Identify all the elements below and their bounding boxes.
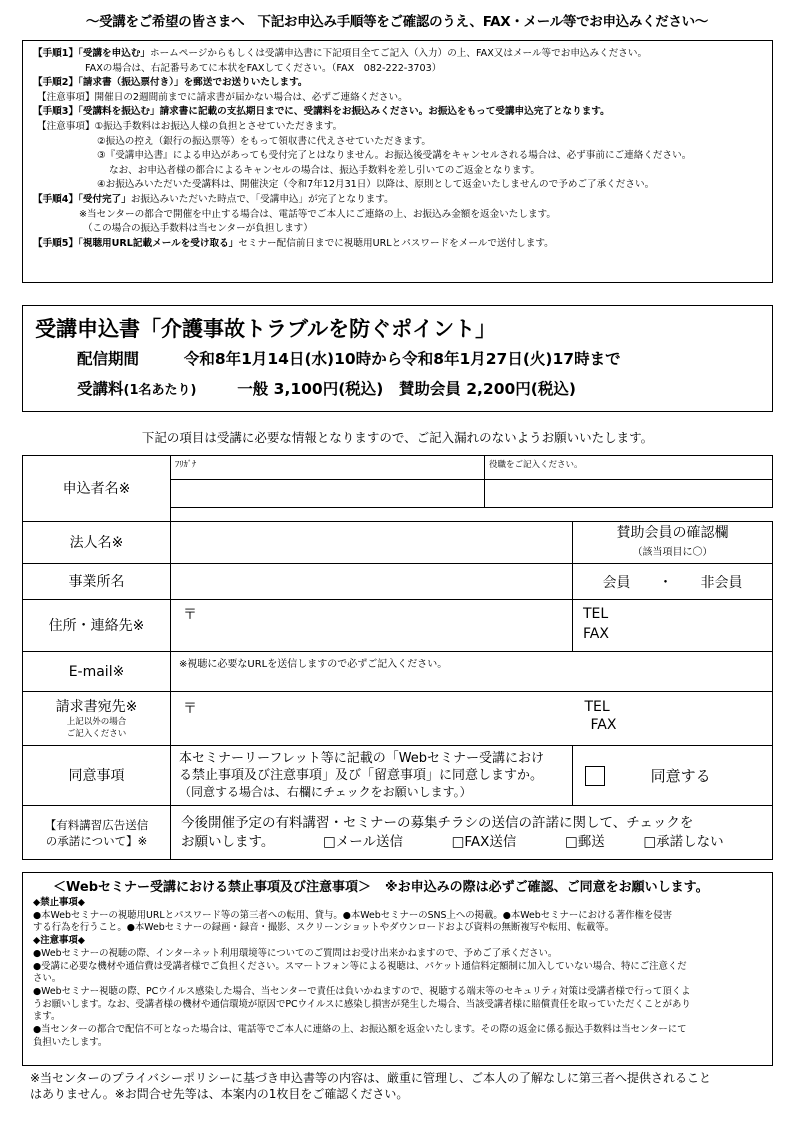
agree-label: 同意事項 — [23, 746, 171, 806]
ad-label-cell — [23, 806, 171, 860]
ad-consent-cell — [171, 806, 773, 860]
address-label: 住所・連絡先※ — [23, 600, 171, 652]
procedure-line — [33, 149, 762, 164]
fee-label: 受講料 — [77, 380, 124, 398]
procedure-text: お振込みいただいた時点で、「受講申込」が完了となります。 — [130, 193, 394, 205]
caution-item: ●当センターの都合で配信不可となった場合は、電話等でご本人に連絡の上、お振込額を返金いたします。その際の返金に係る振込手数料は当センターにて — [33, 1024, 687, 1036]
procedure-text: ホームページからもしくは受講申込書に下記項目全てご記入（入力）の上、FAX又はメール等でお申込みください。 — [150, 48, 648, 59]
position-cell[interactable] — [485, 456, 773, 508]
tel-label: TEL — [583, 606, 609, 622]
invoice-postal-mark: 〒 — [183, 701, 197, 717]
ad-text1: 今後開催予定の有料講習・セミナーの募集チラシの送信の許諾に関して、チェックを — [181, 814, 694, 831]
procedure-line — [33, 120, 762, 135]
procedure-text: ③『受講申込書』による申込があっても受付完了とはなりません。お振込後受講をキャンセルされる場合は、必ず事前にご連絡ください。 — [97, 150, 692, 162]
invoice-address-input[interactable] — [171, 692, 573, 746]
ad-option-decline[interactable]: □承諾しない — [643, 833, 724, 850]
rules-title-note: ※お申込みの際は必ずご確認、ご同意をお願いします。 — [385, 880, 709, 895]
agree-text3: （同意する場合は、右欄にチェックをお願いします。） — [179, 785, 472, 799]
procedure-line — [33, 237, 762, 252]
procedure-step-label: 【手順4】「受付完了」 — [33, 193, 131, 205]
ad-text2-lead: お願いします。 — [181, 833, 275, 850]
corp-label: 法人名※ — [23, 522, 171, 564]
procedure-line — [33, 164, 762, 179]
caution-item: さい。 — [33, 973, 62, 985]
procedure-text: ※当センターの都合で開催を中止する場合は、電話等でご本人にご連絡の上、お振込み金額を返金いたします。 — [79, 208, 556, 220]
procedure-text: 【注意事項】①振込手数料はお振込人様の負担とさせていただきます。 — [37, 120, 343, 132]
page-headline: ～受講をご希望の皆さまへ 下記お申込み手順等をご確認のうえ、FAX・メール等でお申込みください～ — [85, 14, 709, 30]
caution-item: ●Webセミナーの視聴の際、インターネット利用環境等についてのご質問はお受け出来かねますので、予めご了承ください。 — [33, 947, 558, 959]
procedure-text: （この場合の振込手数料は当センターが負担します） — [83, 223, 313, 235]
agree-text2: る禁止事項及び注意事項」及び「留意事項」に同意しますか。 — [179, 768, 544, 783]
procedure-line — [33, 208, 762, 223]
footer-line-2: はありません。※お問合せ先等は、本案内の1枚目をご確認ください。 — [30, 1087, 409, 1101]
member-check-hint: （該当項目に〇） — [632, 546, 713, 558]
procedure-line — [33, 47, 762, 62]
ad-label1: 【有料講習広告送信 — [44, 817, 149, 832]
invoice-contact-cell[interactable] — [573, 692, 773, 746]
caution-item: 負担いたします。 — [33, 1036, 108, 1048]
fee-value: 一般 3,100円(税込) 賛助会員 2,200円(税込) — [237, 380, 576, 398]
caution-item: ●Webセミナー視聴の際、PCウイルス感染した場合、当センターで責任は負いかねますので、視聴する端末等のセキュリティ対策は受講者様で行って頂くよ — [33, 985, 691, 997]
procedure-text: 【注意事項】開催日の2週間前までに請求書が届かない場合は、必ずご連絡ください。 — [37, 91, 408, 103]
procedure-line — [33, 222, 762, 237]
caution-item: ます。 — [33, 1011, 61, 1023]
prohibited-list — [33, 910, 762, 935]
title-box — [22, 305, 773, 412]
ad-option-email[interactable]: □メール送信 — [323, 833, 404, 850]
ad-label2: の承諾について】※ — [45, 833, 148, 848]
member-option[interactable]: 会員 ・ 非会員 — [573, 564, 773, 600]
email-input[interactable] — [171, 652, 773, 692]
procedure-line — [33, 91, 762, 106]
ad-option-fax[interactable]: □FAX送信 — [451, 833, 517, 850]
email-label: E-mail※ — [23, 652, 171, 692]
procedure-text: ②振込の控え（銀行の振込票等）をもって領収書に代えさせていただきます。 — [97, 135, 432, 147]
period-value: 令和8年1月14日(水)10時から令和8年1月27日(火)17時まで — [183, 350, 621, 368]
postal-mark: 〒 — [183, 607, 197, 623]
office-name-input[interactable] — [171, 564, 573, 600]
invoice-label-cell — [23, 692, 171, 746]
prohibited-item: する行為を行うこと。●本Webセミナーの録画・録音・撮影、スクリーンショットやダウンロードおよび資料の無断複写や転用、転載等。 — [33, 922, 615, 934]
procedure-text: なお、お申込者様の都合によるキャンセルの場合は、振込手数料を差し引いてのご返金となります。 — [109, 164, 540, 176]
procedure-line — [33, 135, 762, 150]
applicant-name-cell[interactable] — [171, 456, 485, 508]
corp-name-input[interactable] — [171, 522, 573, 564]
procedure-line — [33, 105, 762, 120]
invoice-label: 請求書宛先※ — [55, 698, 138, 715]
procedure-box — [22, 40, 773, 283]
application-form — [22, 455, 773, 860]
member-check-header — [573, 522, 773, 564]
position-hint: 役職をご記入ください。 — [489, 460, 583, 470]
furigana-label: ﾌﾘｶﾞﾅ — [175, 460, 197, 470]
prohibited-head: ◆禁止事項◆ — [33, 897, 85, 908]
invoice-tel-label: TEL — [584, 699, 610, 715]
fax-label: FAX — [583, 626, 609, 642]
agree-option-label: 同意する — [650, 766, 711, 785]
email-hint: ※視聴に必要なURLを送信しますので必ずご記入ください。 — [179, 659, 448, 670]
caution-item: うお願いします。なお、受講者様の機材や通信環境が原因でPCウイルスに感染し損害が発生した場合、当該受講者様に賠償責任を取っていただくことがあり — [33, 998, 691, 1010]
rules-box — [22, 872, 773, 1066]
applicant-label: 申込者名※ — [23, 456, 171, 522]
agree-checkbox[interactable] — [585, 766, 605, 786]
procedure-step-label: 【手順3】「受講料を振込む」請求書に記載の支払期日までに、受講料をお振込みください。お振込をもって受講申込完了となります。 — [33, 106, 610, 118]
procedure-line — [33, 178, 762, 193]
procedure-text: セミナー配信前日までに視聴用URLとパスワードをメールで送付します。 — [238, 237, 554, 249]
procedure-line — [33, 193, 762, 208]
procedure-step-label: 【手順1】「受講を申込む」 — [33, 48, 150, 59]
ad-option-mail[interactable]: □郵送 — [564, 833, 605, 850]
agree-text-cell — [171, 746, 573, 806]
address-input[interactable] — [171, 600, 573, 652]
caution-head: ◆注意事項◆ — [33, 935, 85, 947]
agree-text1: 本セミナーリーフレット等に記載の「Webセミナー受講におけ — [179, 751, 545, 766]
privacy-footer — [30, 1070, 760, 1102]
contact-cell[interactable] — [573, 600, 773, 652]
invoice-fax-label: FAX — [590, 717, 617, 733]
period-label: 配信期間 — [77, 350, 140, 368]
procedure-line — [33, 76, 762, 91]
caution-item: ●受講に必要な機材や通信費は受講者様でご負担ください。スマートフォン等による視聴は、パケット通信料定額制に加入していない場合、特にご注意くだ — [33, 960, 687, 972]
rules-title: ＜Webセミナー受講における禁止事項及び注意事項＞ — [53, 880, 371, 895]
member-check-label: 賛助会員の確認欄 — [616, 524, 729, 541]
procedure-step-label: 【手順5】「視聴用URL記載メールを受け取る」 — [33, 237, 239, 249]
agree-option-cell — [573, 746, 773, 806]
footer-line-1: ※当センターのプライバシーポリシーに基づき申込書等の内容は、厳重に管理し、ご本人の了解なしに第三者へ提供されること — [30, 1071, 711, 1085]
form-note: 下記の項目は受講に必要な情報となりますので、ご記入漏れのないようお願いいたします。 — [141, 430, 654, 445]
fee-unit: (1名あたり) — [123, 383, 197, 398]
caution-list — [33, 948, 762, 1050]
form-title: 受講申込書「介護事故トラブルを防ぐポイント」 — [35, 317, 497, 341]
invoice-sub1: 上記以外の場合 — [66, 716, 127, 727]
office-label: 事業所名 — [23, 564, 171, 600]
procedure-text: ④お振込みいただいた受講料は、開催決定（令和7年12月31日）以降は、原則として返金いたしませんので予めご了承ください。 — [97, 179, 655, 191]
invoice-sub2: ご記入ください — [66, 728, 127, 739]
procedure-line — [33, 62, 762, 77]
procedure-step-label: 【手順2】「請求書（振込票付き）」を郵送でお送りいたします。 — [33, 77, 308, 89]
procedure-text: FAXの場合は、右記番号あてに本状をFAXしてください。（FAX 082-222-3703） — [85, 62, 442, 74]
prohibited-item: ●本Webセミナーの視聴用URLとパスワード等の第三者への転用、貸与。●本WebセミナーのSNS上への掲載。●本Webセミナーにおける著作権を侵害 — [33, 909, 672, 921]
